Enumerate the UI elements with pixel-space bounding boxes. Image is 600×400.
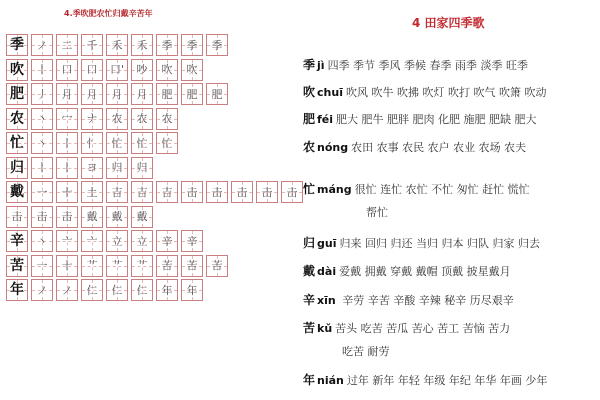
grid-cell-stroke: [56, 255, 78, 277]
grid-cell-text: 忙: [161, 136, 173, 150]
grid-cell-text: 仁: [111, 283, 123, 297]
grid-row: [6, 181, 306, 203]
grid-cell-text: 农: [136, 112, 148, 125]
grid-cell-stroke: [6, 206, 28, 228]
grid-cell-text: 十: [61, 259, 73, 272]
grid-cell-text: 苦: [10, 257, 24, 274]
grid-cell-text: 一: [36, 185, 48, 199]
grid-cell-text: 农: [161, 112, 173, 125]
grid-cell-stroke: [181, 255, 203, 277]
vocab-words: 吹风 吹牛 吹拂 吹灯 吹打 吹气 吹箫 吹动: [345, 86, 547, 99]
grid-cell-stroke: [81, 206, 103, 228]
grid-cell-text: 丶: [36, 234, 48, 248]
grid-cell-text: ノ: [61, 283, 73, 297]
grid-cell-stroke: [131, 279, 153, 301]
grid-cell-stroke: [81, 34, 103, 56]
grid-cell-stroke: [156, 108, 178, 130]
grid-cell-stroke: [106, 206, 128, 228]
grid-row: [6, 59, 206, 81]
grid-cell-stroke: [256, 181, 278, 203]
grid-cell-text: 苦: [211, 259, 223, 272]
vocab-words: 肥大 肥牛 肥胖 肥肉 化肥 施肥 肥缺 肥大: [336, 113, 537, 126]
grid-cell-text: 丨: [61, 136, 73, 150]
grid-cell-stroke: [31, 34, 53, 56]
grid-cell-stroke: [56, 157, 78, 179]
grid-cell-main-char: [6, 34, 28, 56]
vocab-pinyin: féi: [317, 113, 334, 126]
vocab-pinyin: jì: [317, 59, 325, 72]
grid-cell-stroke: [181, 279, 203, 301]
grid-cell-text: 肥: [10, 86, 24, 102]
grid-cell-text: 击: [211, 185, 223, 199]
grid-cell-main-char: [6, 132, 28, 154]
grid-cell-text: 击: [11, 210, 23, 223]
vocab-pinyin: nián: [317, 374, 344, 387]
grid-cell-stroke: [131, 230, 153, 252]
grid-cell-text: 千: [86, 38, 98, 52]
grid-cell-stroke: [206, 181, 228, 203]
grid-cell-text: 农: [10, 110, 24, 127]
grid-cell-stroke: [106, 181, 128, 203]
grid-row: [6, 108, 181, 130]
grid-cell-stroke: [56, 59, 78, 81]
vocab-words: 过年 新年 年轻 年级 年纪 年华 年画 少年: [346, 374, 548, 387]
vocab-words: 很忙 连忙 农忙 不忙 匆忙 赶忙 慌忙: [354, 183, 530, 196]
vocab-char: 吹: [303, 85, 316, 99]
grid-row: [6, 206, 156, 228]
grid-cell-text: 艹: [136, 259, 148, 272]
grid-cell-stroke: [131, 255, 153, 277]
grid-cell-stroke: [181, 230, 203, 252]
grid-cell-text: 口: [61, 63, 73, 76]
grid-cell-stroke: [106, 108, 128, 130]
grid-cell-stroke: [181, 34, 203, 56]
grid-cell-text: 归: [10, 159, 24, 176]
vocab-char: 季: [303, 58, 316, 72]
grid-cell-text: 戴: [136, 210, 148, 223]
grid-cell-stroke: [81, 132, 103, 154]
grid-cell-text: 忙: [111, 136, 123, 150]
grid-cell-text: 月: [111, 87, 123, 101]
grid-cell-text: 立: [111, 234, 123, 248]
vocab-char: 肥: [303, 112, 316, 126]
grid-cell-stroke: [106, 279, 128, 301]
grid-cell-text: 口: [86, 63, 98, 76]
vocab-pinyin: dài: [317, 265, 337, 278]
grid-cell-stroke: [81, 157, 103, 179]
grid-cell-text: 年: [186, 283, 198, 297]
grid-cell-stroke: [156, 279, 178, 301]
grid-cell-text: 击: [236, 185, 248, 199]
vocab-entry: [303, 262, 511, 279]
grid-cell-text: 吉: [161, 185, 173, 199]
grid-cell-text: 吵: [136, 63, 148, 76]
grid-cell-text: 忄: [86, 136, 98, 150]
grid-cell-stroke: [181, 181, 203, 203]
vocab-continuation-mang: 帮忙: [366, 206, 388, 219]
grid-cell-text: 苦: [186, 259, 198, 272]
grid-cell-text: 肥: [211, 87, 223, 101]
grid-cell-text: 丨: [36, 63, 48, 76]
grid-cell-stroke: [81, 181, 103, 203]
grid-cell-stroke: [156, 255, 178, 277]
grid-cell-text: ナ: [86, 112, 98, 125]
grid-cell-main-char: [6, 83, 28, 105]
grid-cell-text: 忙: [136, 136, 148, 150]
grid-cell-stroke: [31, 230, 53, 252]
grid-row: [6, 230, 206, 252]
grid-cell-stroke: [206, 255, 228, 277]
vocab-char: 苦: [303, 321, 316, 335]
grid-cell-text: 月: [61, 87, 73, 101]
grid-cell-main-char: [6, 108, 28, 130]
lesson-title: 4 田家四季歌: [412, 16, 485, 30]
grid-cell-stroke: [206, 83, 228, 105]
grid-cell-main-char: [6, 181, 28, 203]
grid-row: [6, 83, 231, 105]
grid-cell-text: 一: [36, 259, 48, 272]
grid-cell-stroke: [31, 108, 53, 130]
grid-cell-text: 年: [161, 283, 173, 297]
grid-cell-text: 丨: [36, 161, 48, 174]
grid-cell-stroke: [131, 108, 153, 130]
grid-cell-stroke: [31, 206, 53, 228]
vocab-pinyin: kǔ: [317, 322, 333, 335]
grid-cell-text: 年: [10, 282, 24, 298]
grid-cell-text: 击: [36, 210, 48, 223]
vocab-continuation-ku: 吃苦 耐劳: [342, 345, 390, 358]
grid-cell-stroke: [31, 279, 53, 301]
grid-cell-text: 土: [86, 185, 98, 199]
grid-cell-stroke: [131, 34, 153, 56]
grid-cell-text: 禾: [136, 38, 148, 52]
grid-cell-text: 归: [111, 161, 123, 174]
grid-cell-stroke: [81, 279, 103, 301]
grid-row: [6, 255, 231, 277]
grid-cell-text: 忙: [10, 135, 24, 151]
vocab-char: 忙: [303, 182, 316, 196]
grid-row: [6, 34, 231, 56]
grid-cell-text: 艹: [86, 259, 98, 272]
grid-cell-text: 亠: [86, 234, 98, 248]
vocab-entry: [303, 110, 537, 127]
grid-cell-text: 立: [136, 234, 148, 248]
grid-cell-stroke: [81, 83, 103, 105]
grid-cell-text: 击: [261, 185, 273, 199]
grid-cell-text: 禾: [111, 38, 123, 52]
grid-cell-stroke: [131, 83, 153, 105]
grid-cell-stroke: [56, 83, 78, 105]
grid-cell-text: 戴: [111, 210, 123, 223]
grid-cell-stroke: [156, 59, 178, 81]
grid-cell-text: 丿: [36, 87, 48, 101]
grid-cell-text: 仁: [86, 283, 98, 297]
left-worksheet-title: 4.季吹肥农忙归戴辛苦年: [64, 9, 153, 18]
vocab-words: 辛劳 辛苦 辛酸 辛辣 秘辛 历尽艰辛: [338, 294, 514, 307]
vocab-pinyin: xīn: [317, 294, 336, 307]
grid-cell-stroke: [81, 255, 103, 277]
vocab-char: 农: [303, 140, 316, 154]
vocab-char: 辛: [303, 293, 316, 307]
grid-cell-text: 二: [61, 38, 73, 52]
grid-cell-stroke: [156, 83, 178, 105]
grid-row: [6, 157, 156, 179]
grid-cell-text: 艹: [111, 259, 123, 272]
vocab-entry: [303, 291, 514, 308]
vocab-entry: [303, 371, 547, 388]
grid-cell-text: 戴: [86, 210, 98, 223]
grid-cell-text: 辛: [161, 234, 173, 248]
grid-cell-text: 肥: [186, 87, 198, 101]
grid-cell-stroke: [156, 132, 178, 154]
grid-cell-text: 击: [61, 210, 73, 223]
grid-cell-text: 吹: [10, 61, 24, 78]
grid-cell-text: 亠: [61, 234, 73, 248]
grid-cell-stroke: [281, 181, 303, 203]
grid-cell-stroke: [31, 157, 53, 179]
grid-cell-main-char: [6, 230, 28, 252]
grid-cell-stroke: [31, 132, 53, 154]
grid-cell-stroke: [56, 132, 78, 154]
grid-cell-main-char: [6, 157, 28, 179]
vocab-pinyin: guī: [317, 237, 337, 250]
grid-row: [6, 132, 181, 154]
grid-cell-stroke: [106, 157, 128, 179]
grid-cell-stroke: [181, 59, 203, 81]
grid-cell-text: 吉: [136, 185, 148, 199]
grid-cell-text: 季: [186, 38, 198, 52]
vocab-entry: [303, 319, 510, 336]
vocab-char: 戴: [303, 264, 316, 278]
grid-cell-stroke: [31, 181, 53, 203]
grid-cell-stroke: [56, 206, 78, 228]
grid-cell-text: 吉: [111, 185, 123, 199]
grid-cell-main-char: [6, 279, 28, 301]
grid-cell-stroke: [56, 230, 78, 252]
grid-cell-stroke: [56, 34, 78, 56]
grid-cell-stroke: [131, 181, 153, 203]
grid-cell-stroke: [131, 157, 153, 179]
grid-cell-text: 冖: [61, 112, 73, 125]
grid-cell-text: 丨: [61, 161, 73, 174]
grid-cell-text: 月: [136, 87, 148, 101]
grid-cell-text: 丶: [36, 136, 48, 150]
grid-cell-stroke: [131, 132, 153, 154]
grid-cell-text: 肥: [161, 87, 173, 101]
vocab-words: 农田 农事 农民 农户 农业 农场 农夫: [351, 141, 527, 154]
grid-cell-stroke: [106, 230, 128, 252]
grid-cell-text: 归: [136, 161, 148, 174]
grid-cell-main-char: [6, 59, 28, 81]
grid-cell-stroke: [106, 132, 128, 154]
grid-cell-text: 季: [10, 37, 24, 53]
grid-cell-stroke: [56, 108, 78, 130]
grid-cell-stroke: [206, 34, 228, 56]
grid-cell-stroke: [131, 206, 153, 228]
grid-row: [6, 279, 206, 301]
grid-cell-stroke: [81, 108, 103, 130]
grid-cell-stroke: [56, 181, 78, 203]
grid-cell-stroke: [31, 59, 53, 81]
grid-cell-stroke: [81, 230, 103, 252]
grid-cell-text: ヨ: [86, 161, 98, 174]
grid-cell-stroke: [106, 59, 128, 81]
grid-cell-text: 仁: [136, 283, 148, 297]
grid-cell-text: 口': [109, 63, 125, 76]
grid-cell-text: 击: [186, 185, 198, 199]
grid-cell-text: 吹: [161, 63, 173, 76]
grid-cell-text: 季: [211, 38, 223, 52]
grid-cell-text: 丶: [36, 112, 48, 125]
grid-cell-text: 十: [61, 185, 73, 199]
vocab-words: 四季 季节 季风 季候 春季 雨季 淡季 旺季: [327, 59, 529, 72]
vocab-entry: [303, 180, 530, 197]
vocab-words: 苦头 吃苦 苦瓜 苦心 苦工 苦恼 苦力: [335, 322, 511, 335]
grid-cell-stroke: [231, 181, 253, 203]
vocab-entry: [303, 138, 526, 155]
grid-cell-stroke: [81, 59, 103, 81]
vocab-words: 爱戴 拥戴 穿戴 戴帽 顶戴 披星戴月: [339, 265, 511, 278]
grid-cell-main-char: [6, 255, 28, 277]
grid-cell-stroke: [106, 34, 128, 56]
grid-cell-stroke: [31, 83, 53, 105]
vocab-entry: [303, 234, 540, 251]
vocab-char: 归: [303, 236, 316, 250]
grid-cell-stroke: [106, 255, 128, 277]
grid-cell-stroke: [156, 181, 178, 203]
vocab-pinyin: nóng: [317, 141, 349, 154]
grid-cell-text: ノ: [36, 283, 48, 297]
grid-cell-text: ノ: [36, 38, 48, 52]
grid-cell-stroke: [106, 83, 128, 105]
grid-cell-stroke: [181, 83, 203, 105]
grid-cell-stroke: [156, 34, 178, 56]
grid-cell-text: 击: [286, 185, 298, 199]
vocab-words: 归来 回归 归还 当归 归本 归队 归家 归去: [339, 237, 540, 250]
vocab-entry: [303, 56, 528, 73]
grid-cell-stroke: [56, 279, 78, 301]
vocab-pinyin: chuī: [317, 86, 343, 99]
grid-cell-text: 月: [86, 87, 98, 101]
grid-cell-text: 农: [111, 112, 123, 125]
vocab-entry: [303, 83, 546, 100]
grid-cell-text: 吹: [186, 63, 198, 76]
grid-cell-text: 辛: [186, 234, 198, 248]
grid-cell-text: 辛: [10, 233, 24, 249]
grid-cell-text: 戴: [10, 184, 24, 200]
grid-cell-stroke: [156, 230, 178, 252]
vocab-pinyin: máng: [317, 183, 352, 196]
vocab-char: 年: [303, 373, 316, 387]
grid-cell-stroke: [131, 59, 153, 81]
grid-cell-stroke: [31, 255, 53, 277]
grid-cell-text: 季: [161, 38, 173, 52]
grid-cell-text: 苦: [161, 259, 173, 272]
